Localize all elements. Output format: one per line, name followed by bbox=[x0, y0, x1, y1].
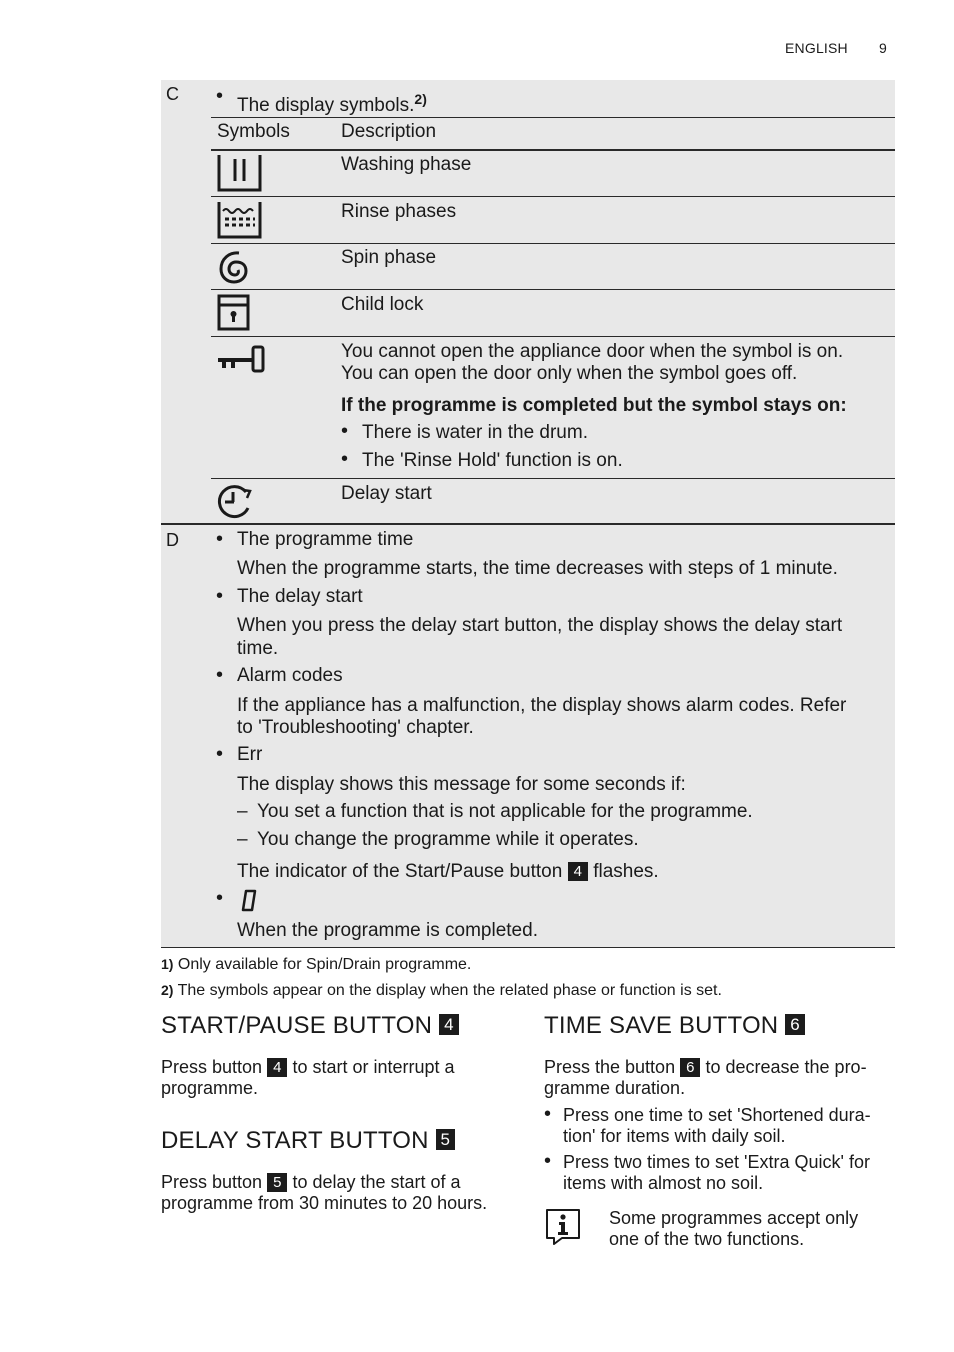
delay-start-icon bbox=[217, 484, 255, 520]
column-header-description: Description bbox=[341, 121, 437, 142]
button-number-tag: 4 bbox=[267, 1058, 287, 1077]
table-rule bbox=[211, 243, 895, 244]
item-text: When you press the delay start button, the display shows the delay start bbox=[237, 615, 843, 636]
delay-start-heading: DELAY START BUTTON 5 bbox=[161, 1127, 455, 1155]
button-number-tag: 5 bbox=[267, 1173, 287, 1192]
bullet: • bbox=[544, 1103, 552, 1125]
time-save-bullet: Press one time to set 'Shortened dura- bbox=[563, 1105, 871, 1125]
item-title: The programme time bbox=[237, 529, 414, 550]
column-header-symbols: Symbols bbox=[217, 121, 290, 142]
item-text: to 'Troubleshooting' chapter. bbox=[237, 717, 474, 738]
row-description: Child lock bbox=[341, 294, 424, 315]
button-number-tag: 6 bbox=[785, 1014, 805, 1035]
bullet: • bbox=[216, 528, 224, 550]
time-save-bullet: tion' for items with daily soil. bbox=[563, 1126, 786, 1146]
row-description: Washing phase bbox=[341, 154, 472, 175]
item-text: The display shows this message for some seconds if: bbox=[237, 774, 686, 795]
door-lock-warning: If the programme is completed but the symbol stays on: bbox=[341, 395, 847, 416]
delay-start-text: programme from 30 minutes to 20 hours. bbox=[161, 1193, 488, 1213]
bullet: • bbox=[544, 1150, 552, 1172]
item-text: time. bbox=[237, 638, 279, 659]
time-save-bullet: Press two times to set 'Extra Quick' for bbox=[563, 1152, 870, 1172]
section-c-letter: C bbox=[166, 84, 179, 104]
rinse-phases-icon bbox=[217, 201, 263, 239]
start-pause-text: Press button 4 to start or interrupt a bbox=[161, 1057, 455, 1077]
table-rule bbox=[211, 478, 895, 479]
spin-phase-icon bbox=[217, 249, 251, 285]
item-text: The indicator of the Start/Pause button 4 flashes. bbox=[237, 861, 659, 882]
item-text: If the appliance has a malfunction, the display shows alarm codes. Refer bbox=[237, 695, 847, 716]
item-title: The delay start bbox=[237, 586, 363, 607]
language-label: ENGLISH bbox=[785, 40, 848, 56]
section-d-letter: D bbox=[166, 530, 179, 550]
dash-item: You set a function that is not applicable for the programme. bbox=[257, 801, 753, 822]
info-text: one of the two functions. bbox=[609, 1229, 805, 1249]
door-lock-bullet: The 'Rinse Hold' function is on. bbox=[362, 450, 623, 471]
table-rule bbox=[211, 289, 895, 290]
bullet: • bbox=[216, 664, 224, 686]
door-lock-text-2: You can open the door only when the symbol goes off. bbox=[341, 363, 798, 384]
time-save-text: gramme duration. bbox=[544, 1078, 686, 1098]
button-number-tag: 4 bbox=[439, 1014, 459, 1035]
item-title: Err bbox=[237, 744, 263, 765]
zero-display-icon bbox=[240, 889, 258, 913]
section-c-bullet: The display symbols.$^{2)}$ bbox=[237, 91, 427, 116]
door-lock-icon bbox=[217, 345, 267, 375]
info-text: Some programmes accept only bbox=[609, 1208, 859, 1228]
footnote: 2) The symbols appear on the display when the related phase or function is set. bbox=[161, 982, 722, 999]
item-text: When the programme starts, the time decreases with steps of 1 minute. bbox=[237, 558, 838, 579]
start-pause-heading: START/PAUSE BUTTON 4 bbox=[161, 1012, 459, 1040]
footnote: 1) Only available for Spin/Drain programme. bbox=[161, 956, 472, 973]
time-save-heading: TIME SAVE BUTTON 6 bbox=[544, 1012, 805, 1040]
bullet: • bbox=[216, 743, 224, 765]
dash-mark: – bbox=[237, 801, 248, 822]
button-number-tag: 4 bbox=[568, 862, 588, 881]
door-lock-text-1: You cannot open the appliance door when the symbol is on. bbox=[341, 341, 844, 362]
item-title: Alarm codes bbox=[237, 665, 343, 686]
time-save-text: Press the button 6 to decrease the pro- bbox=[544, 1057, 867, 1077]
page-number: 9 bbox=[879, 40, 887, 56]
info-icon bbox=[544, 1208, 582, 1246]
table-rule bbox=[211, 196, 895, 197]
delay-start-text: Press button 5 to delay the start of a bbox=[161, 1172, 461, 1192]
bullet: • bbox=[341, 420, 349, 442]
time-save-bullet: items with almost no soil. bbox=[563, 1173, 764, 1193]
row-description: Spin phase bbox=[341, 247, 437, 268]
door-lock-bullet: There is water in the drum. bbox=[362, 422, 588, 443]
bullet: • bbox=[216, 85, 224, 107]
row-description: Rinse phases bbox=[341, 201, 457, 222]
bullet: • bbox=[216, 585, 224, 607]
item-text: When the programme is completed. bbox=[237, 920, 538, 941]
button-number-tag: 6 bbox=[680, 1058, 700, 1077]
bullet: • bbox=[341, 448, 349, 470]
dash-item: You change the programme while it operates. bbox=[257, 829, 639, 850]
start-pause-text: programme. bbox=[161, 1078, 259, 1098]
table-rule bbox=[211, 336, 895, 337]
button-number-tag: 5 bbox=[436, 1129, 456, 1150]
table-rule bbox=[161, 947, 895, 948]
table-rule bbox=[211, 149, 895, 151]
row-description: Delay start bbox=[341, 483, 432, 504]
footnote-ref: 2) bbox=[414, 91, 427, 107]
child-lock-icon bbox=[217, 294, 251, 332]
washing-phase-icon bbox=[217, 154, 263, 192]
table-rule bbox=[211, 117, 895, 118]
dash-mark: – bbox=[237, 829, 248, 850]
bullet: • bbox=[216, 887, 224, 909]
